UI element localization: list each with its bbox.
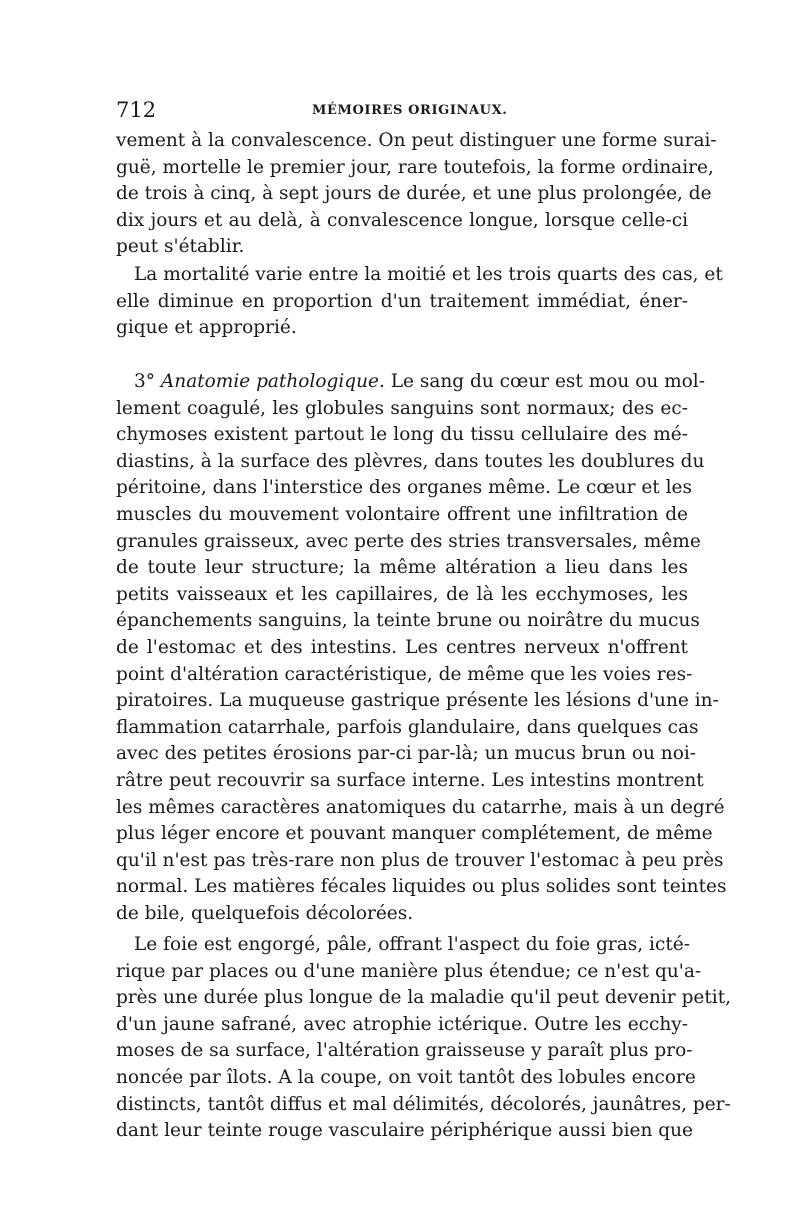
text-line: d'un jaune safrané, avec atrophie ictérique. Outre les ecchy- — [116, 1013, 688, 1035]
text-line: râtre peut recouvrir sa surface interne. Les intestins montrent — [116, 769, 704, 791]
running-title: MÉMOIRES ORIGINAUX. — [312, 103, 508, 118]
text-line: gique et approprié. — [116, 317, 297, 339]
text-line: diastins, à la surface des plèvres, dans toutes les doublures du — [116, 450, 705, 472]
text-line: muscles du mouvement volontaire offrent une infiltration de — [116, 503, 688, 525]
text-line: petits vaisseaux et les capillaires, de là les ecchymoses, les — [116, 583, 688, 605]
text-line: noncée par îlots. A la coupe, on voit tantôt des lobules encore — [116, 1066, 696, 1088]
paragraph-4 — [116, 932, 732, 1145]
text-line: de toute leur structure; la même altération a lieu dans les — [116, 557, 688, 579]
paragraph-3-anatomie-pathologique — [116, 369, 727, 927]
text-line: dix jours et au delà, à convalescence longue, lorsque celle-ci — [116, 209, 688, 231]
text-line: péritoine, dans l'interstice des organes même. Le cœur et les — [116, 477, 692, 499]
text-line: piratoires. La muqueuse gastrique présente les lésions d'une in- — [116, 690, 719, 712]
page-number: 712 — [116, 98, 157, 122]
text-line: dant leur teinte rouge vasculaire périphérique aussi bien que — [116, 1120, 693, 1142]
text-line: de bile, quelquefois décolorées. — [116, 902, 414, 924]
text-line: guë, mortelle le premier jour, rare toutefois, la forme ordinaire, — [116, 156, 714, 178]
text-line: peut s'établir. — [116, 236, 245, 258]
section-heading-line — [116, 369, 705, 396]
section-number: 3° — [134, 371, 156, 392]
text-line: point d'altération caractéristique, de même que les voies res- — [116, 663, 693, 685]
section-title: Anatomie pathologique. — [160, 371, 385, 392]
text-line: vement à la convalescence. On peut distinguer une forme surai- — [116, 130, 717, 151]
text-line: de l'estomac et des intestins. Les centres nerveux n'offrent — [116, 636, 688, 658]
text-line: de trois à cinq, à sept jours de durée, et une plus prolongée, de — [116, 183, 712, 205]
text-line: avec des petites érosions par-ci par-là; un mucus brun ou noi- — [116, 743, 697, 765]
text-line: chymoses existent partout le long du tissu cellulaire des mé- — [116, 424, 688, 446]
text-line: épanchements sanguins, la teinte brune ou noirâtre du mucus — [116, 610, 700, 632]
text-line: rique par places ou d'une manière plus étendue; ce n'est qu'a- — [116, 960, 702, 982]
text-line: lement coagulé, les globules sanguins sont normaux; des ec- — [116, 397, 688, 419]
text-line: granules graisseux, avec perte des stries transversales, même — [116, 530, 701, 552]
text-line: elle diminue en proportion d'un traitement immédiat, éner- — [116, 290, 688, 312]
text-line: Le foie est engorgé, pâle, offrant l'aspect du foie gras, icté- — [134, 934, 690, 955]
text-line: près une durée plus longue de la maladie qu'il peut devenir petit, — [116, 987, 732, 1009]
text-line-rest: Le sang du cœur est mou ou mol- — [390, 371, 705, 392]
text-line: La mortalité varie entre la moitié et les trois quarts des cas, et — [134, 264, 723, 285]
paragraph-1 — [116, 128, 717, 261]
text-line: les mêmes caractères anatomiques du catarrhe, mais à un degré — [116, 796, 725, 818]
text-line: distincts, tantôt diffus et mal délimités, décolorés, jaunâtres, per- — [116, 1093, 731, 1115]
text-line: moses de sa surface, l'altération graisseuse y paraît plus pro- — [116, 1040, 693, 1062]
text-line: plus léger encore et pouvant manquer complétement, de même — [116, 823, 713, 845]
paragraph-2 — [116, 262, 723, 342]
page-header — [116, 95, 688, 125]
text-line: normal. Les matières fécales liquides ou plus solides sont teintes — [116, 876, 727, 898]
text-line: qu'il n'est pas très-rare non plus de trouver l'estomac à peu près — [116, 849, 724, 871]
text-line: flammation catarrhale, parfois glandulaire, dans quelques cas — [116, 716, 699, 738]
